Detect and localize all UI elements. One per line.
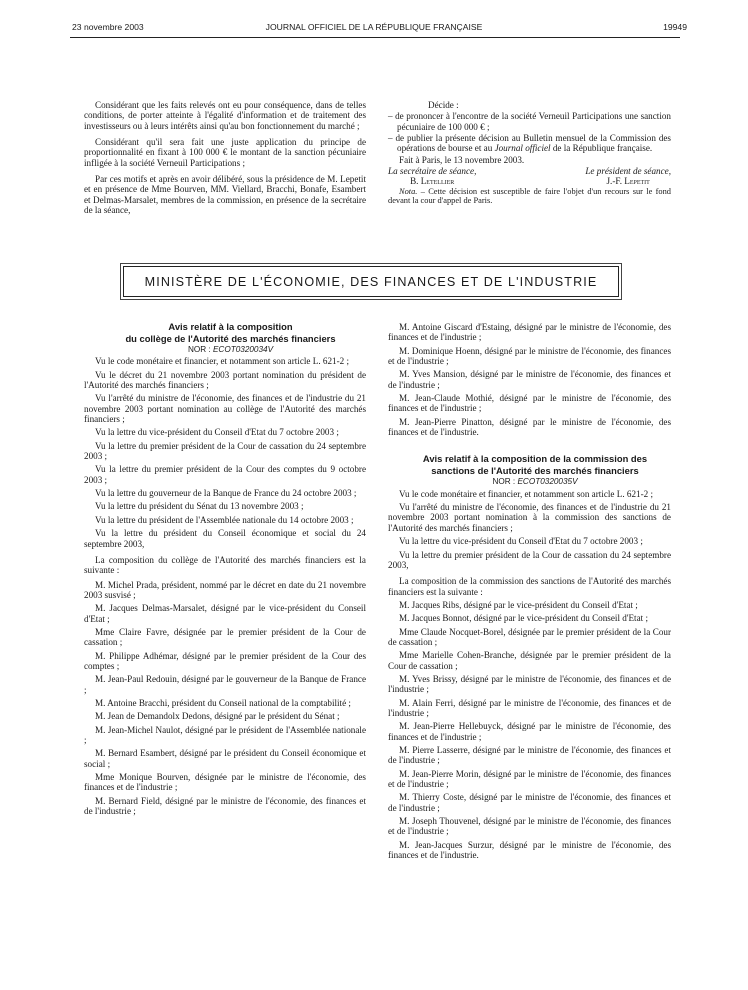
decision-item-2: – de publier la présente décision au Bulletin mensuel de la Commission des opérations de bourse et au Journal officiel de la République française. <box>388 133 671 154</box>
avis2-title-line2: sanctions de l'Autorité des marchés financiers <box>431 464 639 476</box>
avis1-member-item: M. Philippe Adhémar, désigné par le premier président de la Cour des comptes ; <box>84 650 366 671</box>
avis2-member-item: M. Jacques Ribs, désigné par le vice-président du Conseil d'Etat ; <box>399 599 638 610</box>
header-date: 23 novembre 2003 <box>72 22 144 32</box>
avis1-visa-item: Vu la lettre du gouverneur de la Banque de France du 24 octobre 2003 ; <box>95 488 357 499</box>
president-role: Le président de séance, <box>585 166 671 177</box>
avis1-member-item: M. Jean-Claude Mothié, désigné par le ministre de l'économie, des finances et de l'industrie ; <box>388 393 671 414</box>
avis1-visas <box>84 356 366 549</box>
secretary-role: La secrétaire de séance, <box>388 166 477 177</box>
president-signature <box>585 166 671 187</box>
avis1-left-column <box>84 322 366 819</box>
nota-note: Nota. – Cette décision est susceptible de faire l'objet d'un recours sur le fond devant la cour d'appel de Paris. <box>388 186 671 206</box>
avis1-member-item: M. Jean de Demandolx Dedons, désigné par le président du Sénat ; <box>95 711 340 722</box>
avis1-title-line1: Avis relatif à la composition <box>168 321 293 332</box>
header-page-number: 19949 <box>663 22 687 32</box>
top-left-column <box>84 100 366 216</box>
avis2-member-item: M. Jean-Pierre Hellebuyck, désigné par le ministre de l'économie, des finances et de l'industrie ; <box>388 721 671 742</box>
avis1-member-item: M. Yves Mansion, désigné par le ministre de l'économie, des finances et de l'industrie ; <box>388 369 671 390</box>
avis2-member-item: M. Pierre Lasserre, désigné par le ministre de l'économie, des finances et de l'industrie ; <box>388 745 671 766</box>
avis1-member-item: M. Antoine Bracchi, président du Conseil national de la comptabilité ; <box>95 697 351 708</box>
avis1-member-item: M. Bernard Field, désigné par le ministre de l'économie, des finances et de l'industrie ; <box>84 795 366 817</box>
avis1-members-left <box>84 580 366 817</box>
secretary-name: B. Letellier <box>410 176 455 187</box>
avis2-member-item: M. Jean-Pierre Morin, désigné par le ministre de l'économie, des finances et de l'industrie ; <box>388 768 671 790</box>
avis2-member-item: Mme Claude Nocquet-Borel, désignée par le premier président de la Cour de cassation ; <box>388 626 671 647</box>
avis1-visa-item: Vu l'arrêté du ministre de l'économie, des finances et de l'industrie du 21 novembre 2003 portant nomination au collège de l'Autorité des marchés financiers ; <box>84 393 366 425</box>
secretary-signature <box>388 166 476 187</box>
avis1-visa-item: Vu la lettre du premier président de la Cour des comptes du 9 octobre 2003 ; <box>84 464 366 485</box>
avis1-intro: La composition du collège de l'Autorité des marchés financiers est la suivante : <box>84 554 366 576</box>
avis2-visa-item: Vu le code monétaire et financier, et notamment son article L. 621-2 ; <box>399 488 653 499</box>
avis1-visa-item: Vu le décret du 21 novembre 2003 portant nomination du président de l'Autorité des marchés financiers ; <box>84 369 366 391</box>
avis1-visa-item: Vu la lettre du président de l'Assemblée nationale du 14 octobre 2003 ; <box>95 514 354 525</box>
avis1-members-right <box>388 322 671 437</box>
avis2-nor: NOR : ECOT0320035V <box>492 477 578 487</box>
signatures <box>388 166 671 187</box>
president-name: J.-F. Lepetit <box>606 176 650 187</box>
avis1-member-item: M. Antoine Giscard d'Estaing, désigné par le ministre de l'économie, des finances et de l'industrie ; <box>388 322 671 343</box>
avis2-visa-item: Vu la lettre du premier président de la Cour de cassation du 24 septembre 2003, <box>388 549 671 570</box>
avis2-intro: La composition de la commission des sanctions de l'Autorité des marchés financiers est la suivante : <box>388 576 671 597</box>
avis1-member-item: M. Bernard Esambert, désigné par le président du Conseil économique et social ; <box>84 748 366 769</box>
considerant-paragraph-2: Considérant qu'il sera fait une juste application du principe de proportionnalité en fixant à 100 000 € le montant de la sanction pécuniaire infligée à la société Verneuil Participations ; <box>84 137 366 168</box>
motifs-paragraph: Par ces motifs et après en avoir délibéré, sous la présidence de M. Lepetit et en présence de Mme Bourven, MM. Viellard, Bracchi, Bonafe, Esambert et Delmas-Marsalet, membres de la commission, en présence de la secrétaire de la séance, <box>84 174 366 216</box>
avis1-title-line2: du collège de l'Autorité des marchés financiers <box>125 332 336 344</box>
avis2-visas <box>388 489 671 570</box>
top-right-column <box>388 100 671 207</box>
avis2-member-item: M. Jean-Jacques Surzur, désigné par le ministre de l'économie, des finances et de l'industrie. <box>388 839 671 861</box>
decide-heading: Décide : <box>428 100 459 110</box>
avis1-nor: NOR : ECOT0320034V <box>187 345 274 354</box>
avis1-member-item: Mme Monique Bourven, désignée par le ministre de l'économie, des finances et de l'industrie ; <box>84 772 366 793</box>
decision-item-1: – de prononcer à l'encontre de la société Verneuil Participations une sanction pécuniaire de 100 000 € ; <box>388 111 671 132</box>
avis1-member-item: M. Jean-Paul Redouin, désigné par le gouverneur de la Banque de France ; <box>84 674 366 695</box>
header-journal-title: JOURNAL OFFICIEL DE LA RÉPUBLIQUE FRANÇAISE <box>265 22 483 32</box>
avis2-member-item: M. Alain Ferri, désigné par le ministre de l'économie, des finances et de l'industrie ; <box>388 697 671 718</box>
avis2-title-line1: Avis relatif à la composition de la commission des <box>422 453 648 465</box>
avis1-member-item: M. Dominique Hoenn, désigné par le ministre de l'économie, des finances et de l'industrie ; <box>388 345 671 367</box>
avis1-member-item: Mme Claire Favre, désignée par le premier président de la Cour de cassation ; <box>84 626 366 648</box>
avis2-member-item: M. Jacques Bonnot, désigné par le vice-président du Conseil d'Etat ; <box>399 613 648 624</box>
avis1-visa-item: Vu la lettre du président du Sénat du 13 novembre 2003 ; <box>95 501 304 512</box>
header-rule <box>70 37 680 38</box>
avis1-visa-item: Vu la lettre du président du Conseil économique et social du 24 septembre 2003, <box>84 528 366 549</box>
avis1-member-item: M. Jean-Pierre Pinatton, désigné par le ministre de l'économie, des finances et de l'industrie. <box>388 416 671 438</box>
avis1-member-item: M. Michel Prada, président, nommé par le décret en date du 21 novembre 2003 susvisé ; <box>84 579 366 600</box>
page-header <box>0 22 748 36</box>
avis1-member-item: M. Jacques Delmas-Marsalet, désigné par le vice-président du Conseil d'Etat ; <box>84 603 366 624</box>
avis1-member-item: M. Jean-Michel Naulot, désigné par le président de l'Assemblée nationale ; <box>84 724 366 745</box>
avis2-visa-item: Vu la lettre du vice-président du Conseil d'Etat du 7 octobre 2003 ; <box>399 536 643 547</box>
avis-right-column <box>388 322 671 863</box>
avis2-visa-item: Vu l'arrêté du ministre de l'économie, des finances et de l'industrie du 21 novembre 2003 portant nomination à la commission des sanctions de l'Autorité des marchés financiers ; <box>388 502 671 533</box>
avis1-visa-item: Vu le code monétaire et financier, et notamment son article L. 621-2 ; <box>95 356 349 367</box>
avis2-member-item: M. Joseph Thouvenel, désigné par le ministre de l'économie, des finances et de l'industrie ; <box>388 816 671 837</box>
avis1-visa-item: Vu la lettre du vice-président du Conseil d'Etat du 7 octobre 2003 ; <box>95 427 339 438</box>
considerant-paragraph-1: Considérant que les faits relevés ont eu pour conséquence, dans de telles conditions, de porter atteinte à l'égalité d'information et de traitement des investisseurs ou à leurs intérêts ainsi qu'au bon fonctionnement du marché ; <box>84 100 366 131</box>
avis2-member-item: M. Thierry Coste, désigné par le ministre de l'économie, des finances et de l'industrie ; <box>388 792 671 813</box>
avis2-members <box>388 600 671 861</box>
avis2-member-item: M. Yves Brissy, désigné par le ministre de l'économie, des finances et de l'industrie ; <box>388 673 671 695</box>
ministry-heading: MINISTÈRE DE L'ÉCONOMIE, DES FINANCES ET DE L'INDUSTRIE <box>123 266 619 297</box>
avis2-member-item: Mme Marielle Cohen-Branche, désignée par le premier président de la Cour de cassation ; <box>388 650 671 671</box>
fait-a-paris: Fait à Paris, le 13 novembre 2003. <box>399 154 525 165</box>
avis1-visa-item: Vu la lettre du premier président de la Cour de cassation du 24 septembre 2003 ; <box>84 440 366 462</box>
